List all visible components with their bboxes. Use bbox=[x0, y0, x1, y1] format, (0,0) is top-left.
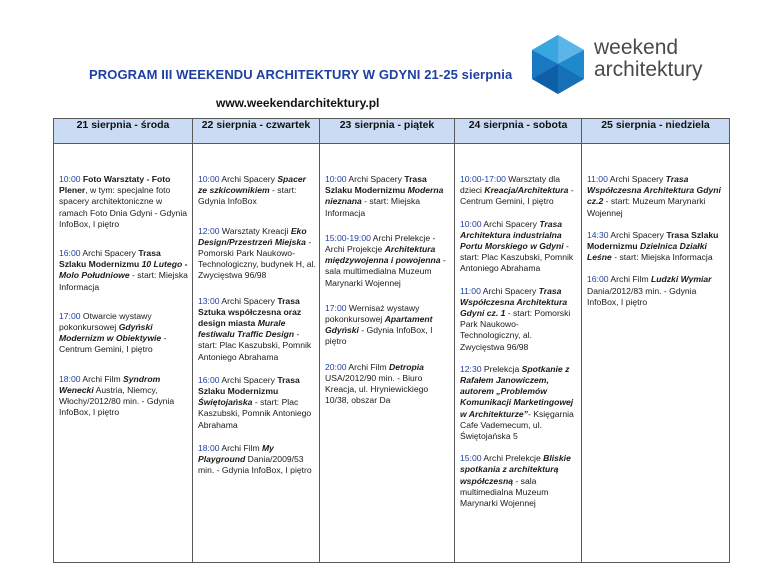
website-url: www.weekendarchitektury.pl bbox=[216, 96, 380, 110]
event-item: 12:00 Warsztaty Kreacji Eko Design/Przestrzeń Miejska - Pomorski Park Naukowo-Technologiczny, budynek H, al. Zwycięstwa 96/98 bbox=[198, 225, 316, 281]
event-item: 16:00 Archi Film Ludzki Wymiar Dania/2012/83 min. - Gdynia InfoBox, I piętro bbox=[587, 274, 712, 307]
logo-line-1: weekend bbox=[594, 36, 679, 59]
day-heading: 22 sierpnia - czwartek bbox=[193, 119, 320, 144]
event-item: 10:00 Archi Spacery Trasa Szlaku Modernizmu Moderna nieznana - start: Miejska Informacja bbox=[325, 174, 444, 218]
event-item: 17:00 Otwarcie wystawy pokonkursowej Gdyński Modernizm w Obiektywie - Centrum Gemini, I piętro bbox=[59, 310, 167, 355]
day-column-friday bbox=[320, 144, 455, 563]
event-item: 11:00 Archi Spacery Trasa Współczesna Architektura Gdyni cz.2 - start: Muzeum Marynarki Wojennej bbox=[587, 174, 721, 218]
event-item: 10:00-17:00 Warsztaty dla dzieci Kreacja/Architektura - Centrum Gemini, I piętro bbox=[460, 174, 574, 207]
schedule-row bbox=[54, 144, 730, 563]
event-item: 18:00 Archi Film Syndrom Wenecki Austria, Niemcy, Włochy/2012/80 min. - Gdynia InfoBox, I piętro bbox=[59, 373, 175, 418]
page-title: PROGRAM III WEEKENDU ARCHITEKTURY W GDYNI 21-25 sierpnia bbox=[89, 67, 513, 82]
event-item: 12:30 Prelekcja Spotkanie z Rafałem Janowiczem, autorem „Problemów Komunikacji Marketingowej w Architekturze”- Księgarnia Cafe Vademecum, ul. Świętojańska 5 bbox=[460, 363, 574, 442]
event-item: 10:00 Archi Spacery Spacer ze szkicownikiem - start: Gdynia InfoBox bbox=[198, 174, 306, 207]
day-column-thursday bbox=[193, 144, 320, 563]
event-item: 17:00 Wernisaż wystawy pokonkursowej Apartament Gdyński - Gdynia InfoBox, I piętro bbox=[325, 302, 433, 347]
event-item: 20:00 Archi Film Detropia USA/2012/90 min. - Biuro Kreacja, ul. Hryniewickiego 10/38, obszar Da bbox=[325, 361, 429, 406]
event-item: 16:00 Archi Spacery Trasa Szlaku Modernizmu Świętojańska - start: Plac Kaszubski, Pomnik Antoniego Abrahama bbox=[198, 374, 312, 430]
event-item: 11:00 Archi Spacery Trasa Współczesna Architektura Gdyni cz. 1 - start: Pomorski Park Naukowo-Technologiczny, al. Zwycięstwa 96/98 bbox=[460, 285, 571, 352]
day-column-wednesday bbox=[54, 144, 193, 563]
day-heading: 23 sierpnia - piątek bbox=[320, 119, 455, 144]
day-heading: 25 sierpnia - niedziela bbox=[582, 119, 730, 144]
event-item: 13:00 Archi Spacery Trasa Sztuka współczesna oraz design miasta Murale festiwalu Traffic Design - start: Plac Kaszubski, Pomnik Antoniego Abrahama bbox=[198, 295, 312, 362]
hexagon-logo-icon bbox=[530, 33, 586, 95]
event-item: 15:00-19:00 Archi Prelekcje - Archi Projekcje Architektura międzywojenna i powojenna - sala multimedialna Muzeum Marynarki Wojennej bbox=[325, 232, 446, 288]
event-item: 16:00 Archi Spacery Trasa Szlaku Modernizmu 10 Lutego - Molo Południowe - start: Miejska Informacja bbox=[59, 248, 188, 292]
day-heading: 21 sierpnia - środa bbox=[54, 119, 193, 144]
schedule-header-row bbox=[54, 119, 730, 144]
logo-wordmark bbox=[594, 37, 703, 81]
logo-line-2: architektury bbox=[594, 58, 703, 81]
event-item: 10:00 Archi Spacery Trasa Architektura industrialna Portu Morskiego w Gdyni - start: Plac Kaszubski, Pomnik Antoniego Abrahama bbox=[460, 218, 574, 274]
schedule-table bbox=[53, 118, 730, 563]
day-column-sunday bbox=[582, 144, 730, 563]
day-column-saturday bbox=[455, 144, 582, 563]
event-item: 18:00 Archi Film My Playground Dania/2009/53 min. - Gdynia InfoBox, I piętro bbox=[198, 442, 312, 476]
weekend-architektury-logo bbox=[530, 33, 750, 95]
event-item: 14:30 Archi Spacery Trasa Szlaku Modernizmu Dzielnica Działki Leśne - start: Miejska Informacja bbox=[587, 229, 719, 263]
event-item: 10:00 Foto Warsztaty - Foto Plener, w tym: specjalne foto spacery architektoniczne w ramach Foto Dnia Gdyni - Gdynia InfoBox, I piętro bbox=[59, 174, 188, 229]
day-heading: 24 sierpnia - sobota bbox=[455, 119, 582, 144]
event-item: 15:00 Archi Prelekcje Bliskie spotkania z architekturą współczesną - sala multimedialna Muzeum Marynarki Wojennej bbox=[460, 453, 571, 509]
